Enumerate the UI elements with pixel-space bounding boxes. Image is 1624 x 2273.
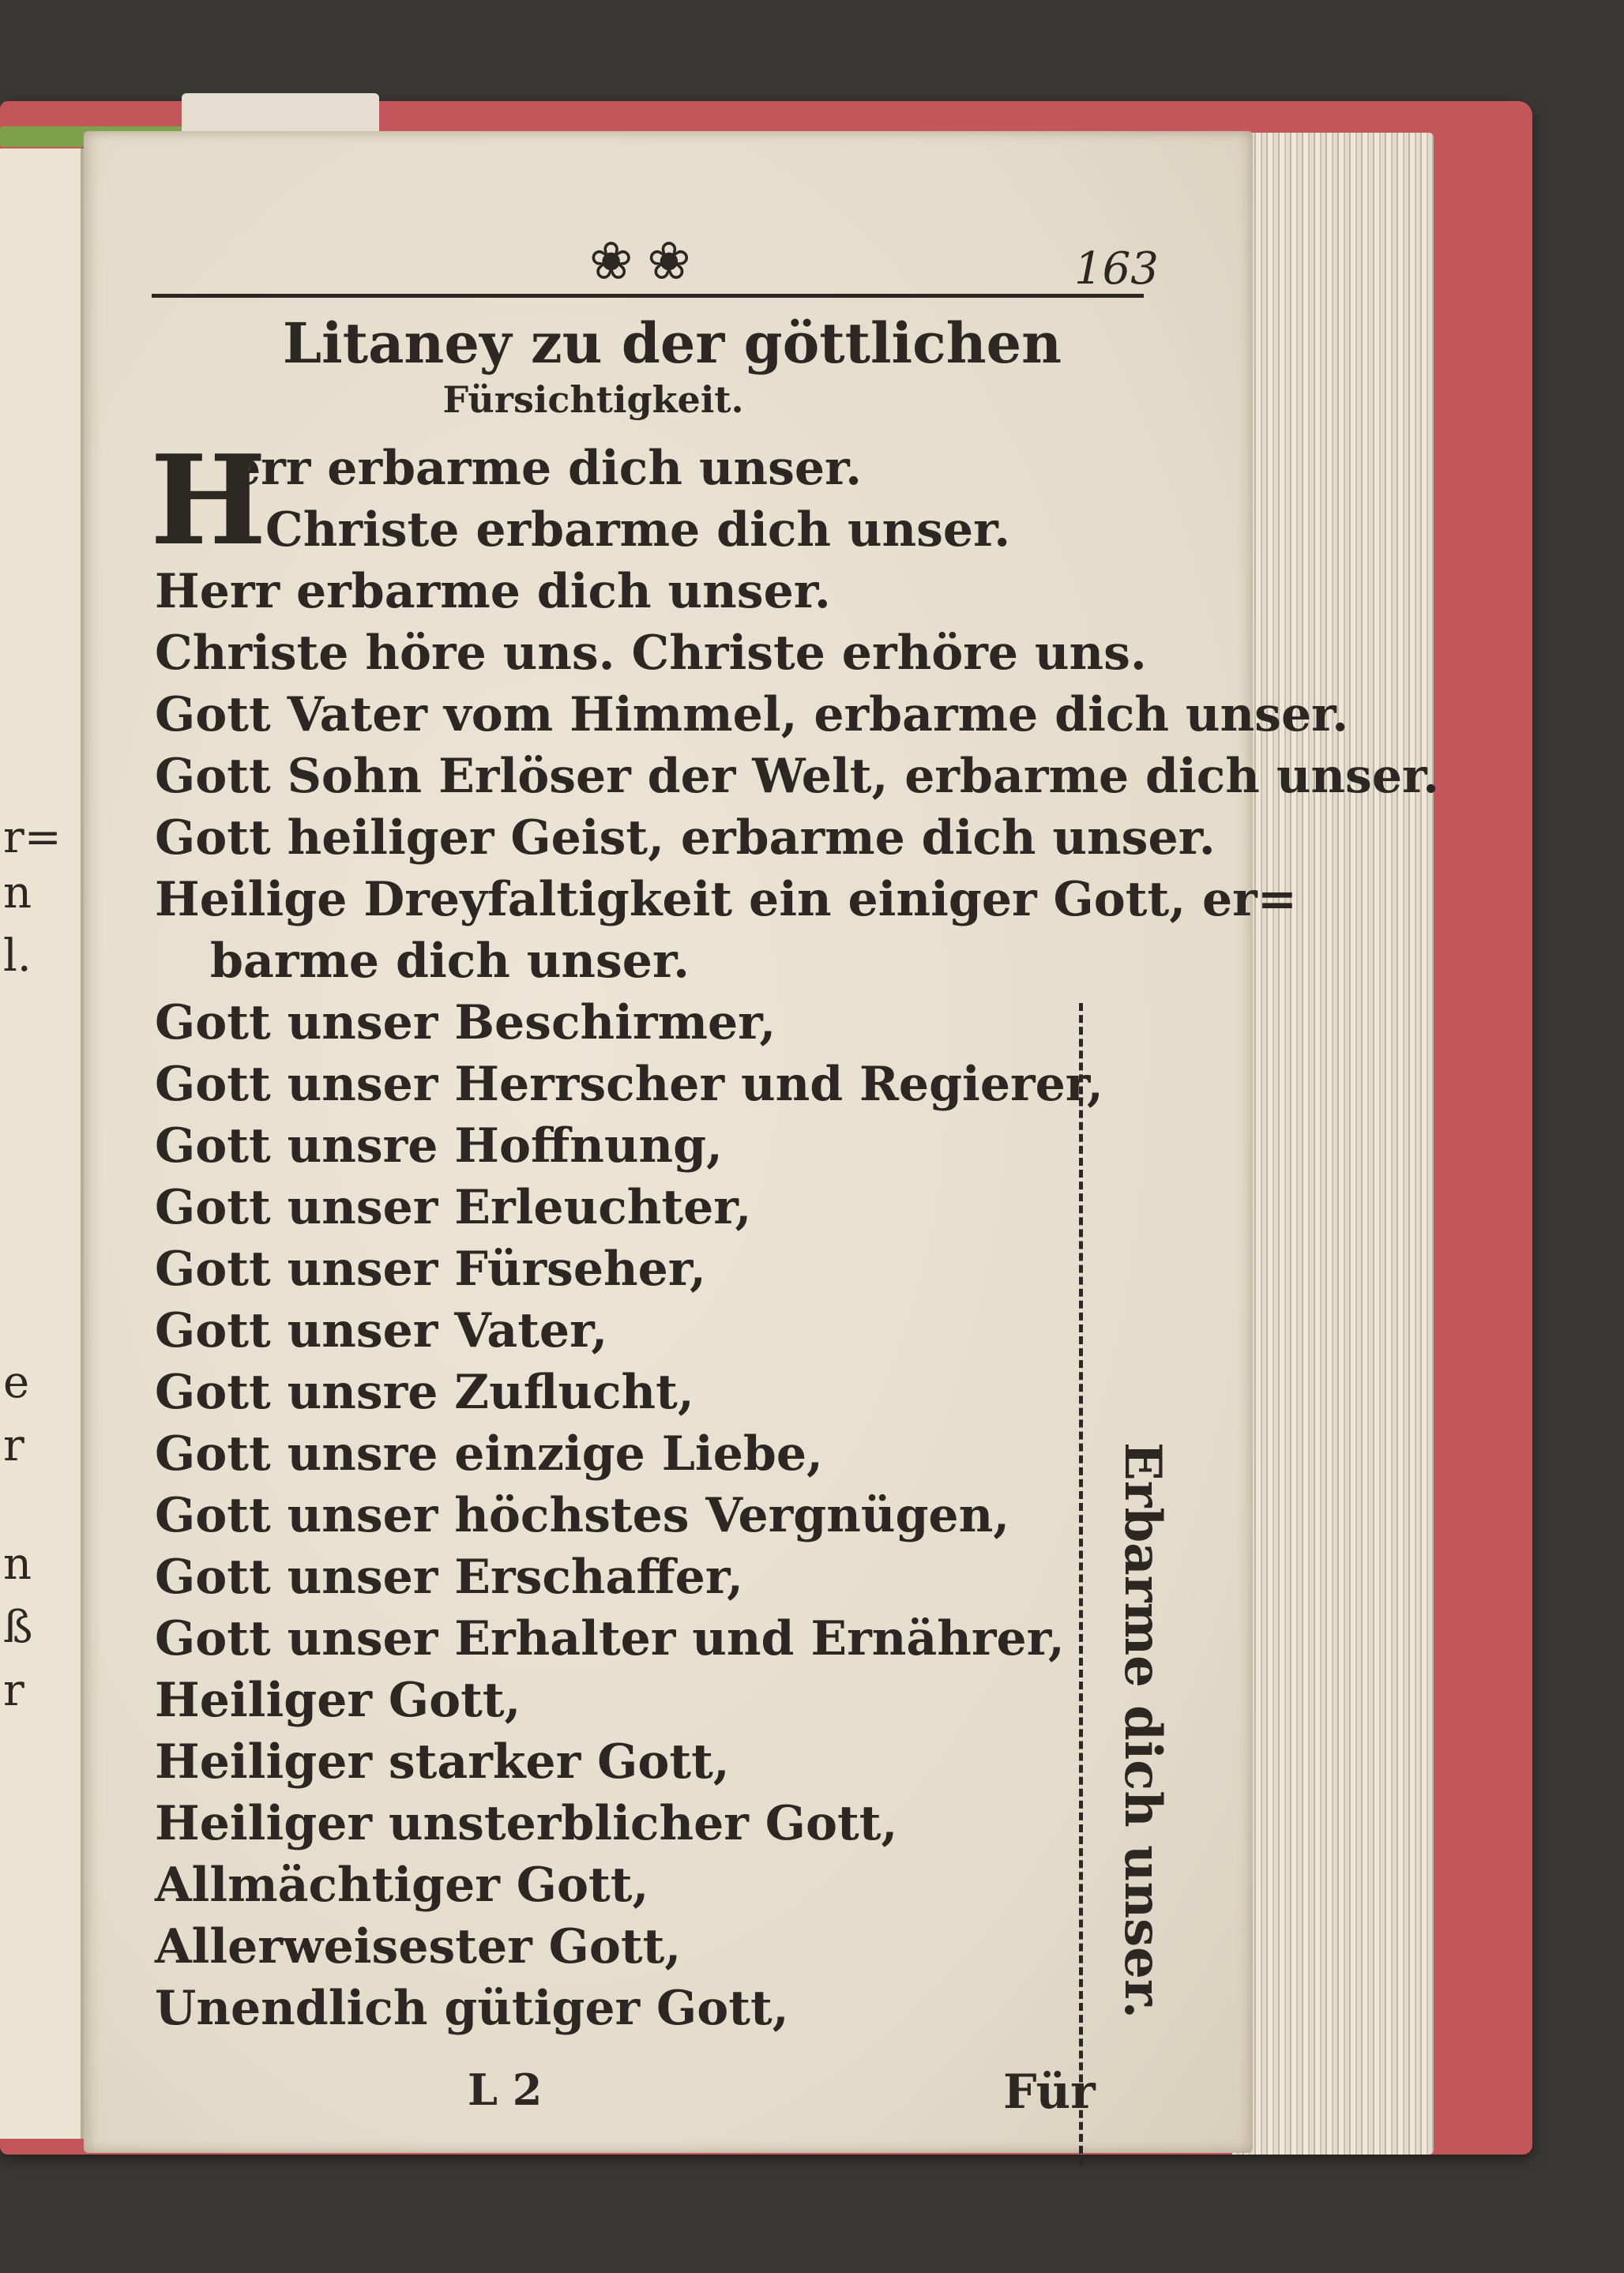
page-subtitle: Fürsichtigkeit. [442,378,744,421]
text-line: Heiliger unsterblicher Gott, [155,1796,898,1851]
text-line: Unendlich gütiger Gott, [155,1981,789,2036]
left-page-fragment: r= [3,812,62,863]
text-line: Allerweisester Gott, [155,1919,682,1974]
left-page-fragment: e [3,1357,30,1408]
page-number: 163 [1074,243,1159,295]
page-edges [1232,133,1434,2155]
left-page-fragment: l. [3,930,32,982]
text-line: Gott Vater vom Himmel, erbarme dich unser. [155,687,1349,742]
text-line: Heiliger Gott, [155,1673,521,1728]
text-line: Gott unser höchstes Vergnügen, [155,1488,1010,1543]
text-line: Gott unsre Zuflucht, [155,1365,694,1420]
left-page-fragment: r [3,1665,24,1716]
litany-response: Erbarme dich unser. [1113,1442,1172,2019]
text-line: Allmächtiger Gott, [155,1858,649,1913]
text-line: Gott unser Fürseher, [155,1242,706,1297]
text-line: Gott unser Erhalter und Ernährer, [155,1611,1065,1666]
text-line: Gott unser Herrscher und Regierer, [155,1057,1103,1112]
text-line: Heilige Dreyfaltigkeit ein einiger Gott, er= [155,872,1298,927]
response-bracket [1079,1003,1083,2166]
left-page [0,148,84,2139]
left-page-fragment: ß [3,1602,33,1653]
text-line: Gott Sohn Erlöser der Welt, erbarme dich unser. [155,749,1440,804]
text-line: Gott unser Beschirmer, [155,995,776,1050]
left-page-fragment: n [3,1539,32,1590]
text-line: Gott unsre Hoffnung, [155,1118,723,1174]
text-line: Gott unser Erschaffer, [155,1550,743,1605]
left-page-fragment: r [3,1420,24,1471]
book-page [84,131,1440,2153]
text-line: Herr erbarme dich unser. [155,564,831,619]
text-line: err erbarme dich unser. [231,441,863,496]
page-title: Litaney zu der göttlichen [282,310,1062,376]
text-line: Christe höre uns. Christe erhöre uns. [155,626,1147,681]
drop-cap: H [150,428,267,573]
text-line: Gott unser Vater, [155,1303,608,1358]
left-page-fragment: n [3,867,32,919]
text-line: Gott unsre einzige Liebe, [155,1426,823,1482]
text-line: Gott heiliger Geist, erbarme dich unser. [155,810,1216,866]
ornament: ❀❀ [589,231,705,291]
signature-mark: L 2 [468,2064,543,2115]
header-rule [152,294,1144,298]
text-line: Christe erbarme dich unser. [265,502,1011,558]
catchword: Für [1003,2064,1096,2120]
text-line: Heiliger starker Gott, [155,1734,730,1790]
text-line: Gott unser Erleuchter, [155,1180,752,1235]
text-line: barme dich unser. [210,934,690,989]
